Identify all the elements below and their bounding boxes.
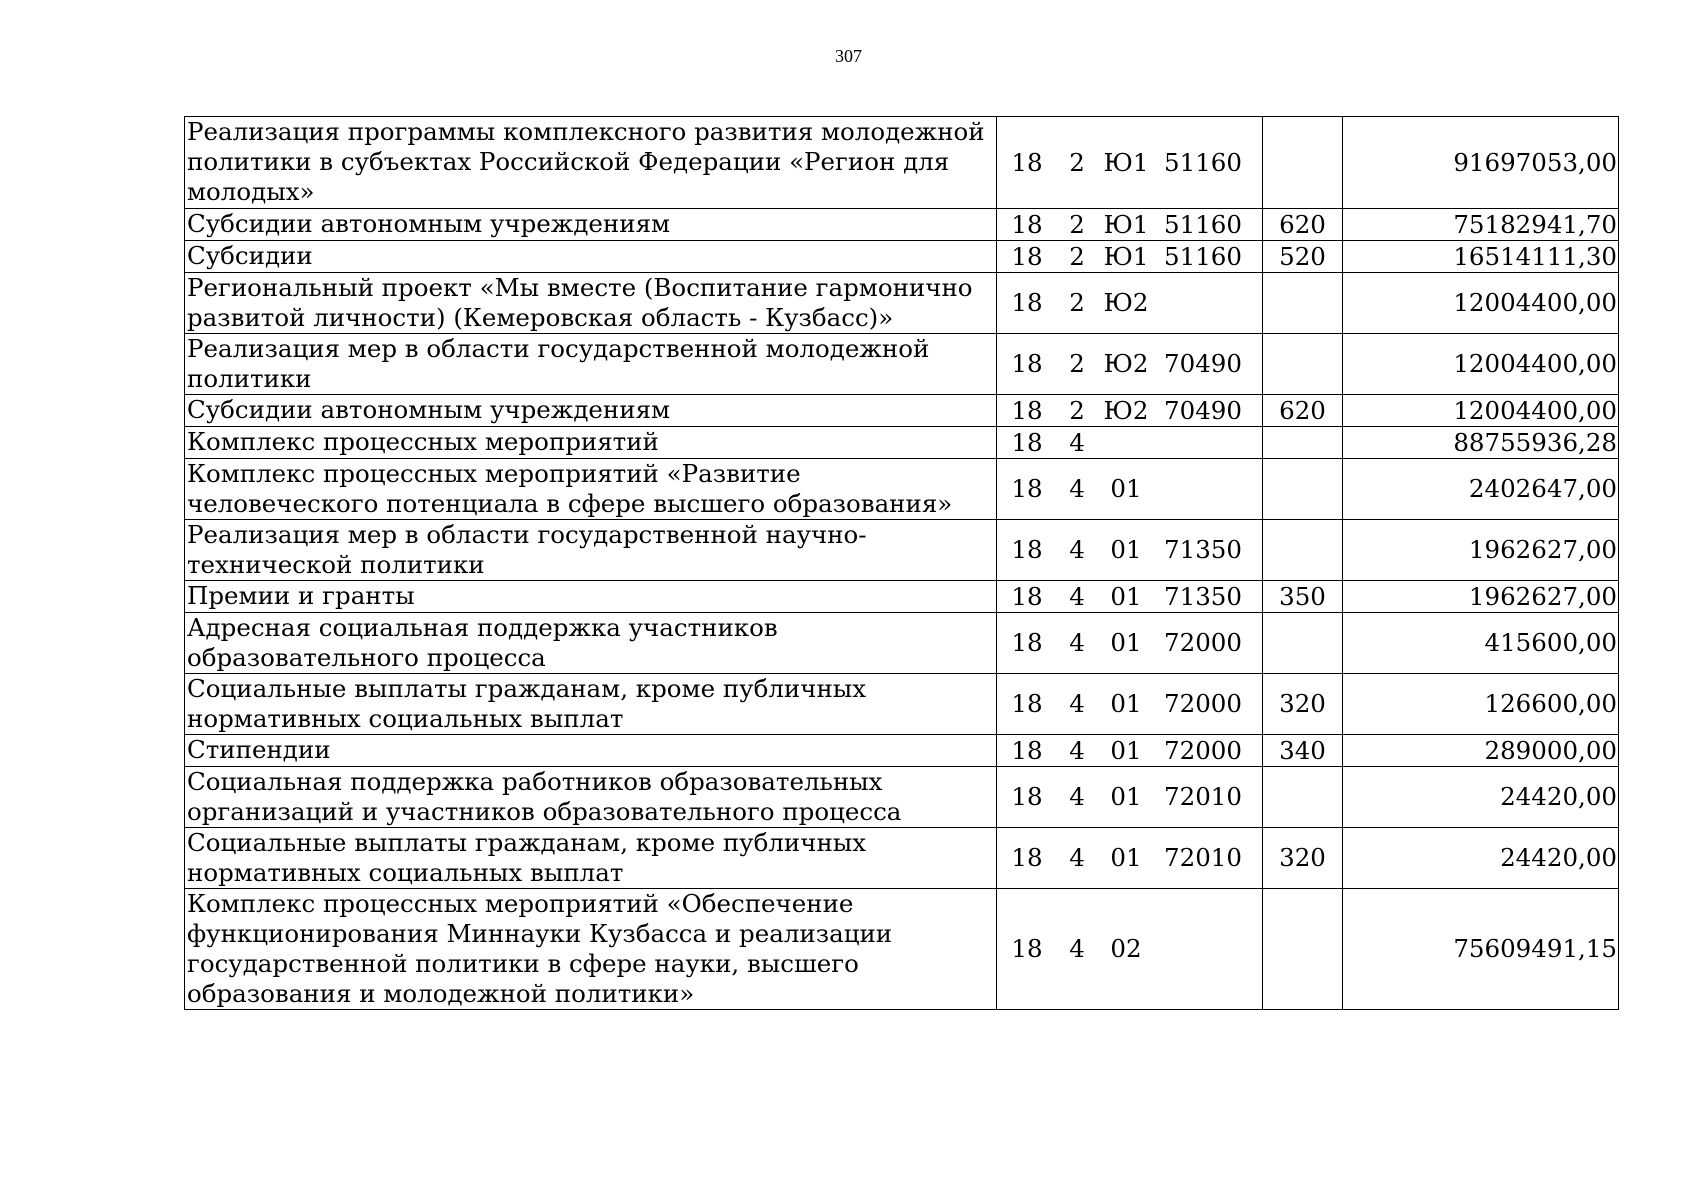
row-target-code	[997, 117, 1263, 209]
row-target-code	[997, 613, 1263, 674]
table-row	[185, 767, 1619, 828]
expense-type-code: 340	[1263, 735, 1343, 767]
row-name: Субсидии автономным учреждениям	[185, 395, 997, 427]
program-code: 18	[1011, 782, 1043, 811]
row-name: Социальные выплаты гражданам, кроме публичных нормативных социальных выплат	[185, 674, 997, 735]
subprogram-code: 2	[1069, 241, 1085, 271]
subprogram-code: 4	[1069, 934, 1085, 963]
row-amount: 24420,00	[1343, 767, 1619, 828]
event-code: 01	[1110, 581, 1142, 611]
program-code: 18	[1011, 288, 1043, 317]
event-code: 01	[1110, 843, 1142, 872]
row-name: Премии и гранты	[185, 581, 997, 613]
row-target-code	[997, 674, 1263, 735]
expense-type-code: 320	[1263, 828, 1343, 889]
subprogram-code: 4	[1069, 535, 1085, 564]
expense-type-code: 620	[1263, 395, 1343, 427]
direction-code: 72000	[1164, 735, 1242, 765]
row-target-code	[997, 581, 1263, 613]
subprogram-code: 2	[1069, 147, 1085, 177]
row-amount: 24420,00	[1343, 828, 1619, 889]
table-row	[185, 581, 1619, 613]
row-amount: 12004400,00	[1343, 395, 1619, 427]
subprogram-code: 4	[1069, 689, 1085, 718]
expense-type-code: 320	[1263, 674, 1343, 735]
row-amount: 75182941,70	[1343, 209, 1619, 241]
row-target-code	[997, 395, 1263, 427]
table-row	[185, 395, 1619, 427]
program-code: 18	[1011, 934, 1043, 963]
direction-code: 72010	[1164, 843, 1242, 872]
row-amount: 1962627,00	[1343, 520, 1619, 581]
row-amount: 16514111,30	[1343, 241, 1619, 273]
table-row	[185, 828, 1619, 889]
expense-type-code	[1263, 273, 1343, 334]
program-code: 18	[1011, 474, 1043, 503]
row-name: Социальные выплаты гражданам, кроме публичных нормативных социальных выплат	[185, 828, 997, 889]
table-row	[185, 613, 1619, 674]
direction-code: 72000	[1164, 628, 1242, 657]
program-code: 18	[1011, 147, 1043, 177]
row-target-code	[997, 334, 1263, 395]
program-code: 18	[1011, 843, 1043, 872]
direction-code: 51160	[1164, 241, 1242, 271]
row-name: Социальная поддержка работников образовательных организаций и участников образовательного процесса	[185, 767, 997, 828]
row-name: Субсидии автономным учреждениям	[185, 209, 997, 241]
event-code: 01	[1110, 689, 1142, 718]
budget-table	[184, 116, 1619, 1010]
row-target-code	[997, 241, 1263, 273]
event-code: 01	[1110, 628, 1142, 657]
direction-code: 51160	[1164, 147, 1242, 177]
row-target-code	[997, 427, 1263, 459]
event-code: 01	[1110, 474, 1142, 503]
program-code: 18	[1011, 427, 1043, 457]
row-name: Региональный проект «Мы вместе (Воспитание гармонично развитой личности) (Кемеровская область - Кузбасс)»	[185, 273, 997, 334]
program-code: 18	[1011, 689, 1043, 718]
row-target-code	[997, 828, 1263, 889]
program-code: 18	[1011, 209, 1043, 239]
direction-code: 71350	[1164, 581, 1242, 611]
row-name: Реализация мер в области государственной молодежной политики	[185, 334, 997, 395]
row-name: Комплекс процессных мероприятий	[185, 427, 997, 459]
expense-type-code: 620	[1263, 209, 1343, 241]
event-code: 01	[1110, 782, 1142, 811]
table-row	[185, 209, 1619, 241]
direction-code: 70490	[1164, 395, 1242, 425]
direction-code: 72010	[1164, 782, 1242, 811]
row-amount: 1962627,00	[1343, 581, 1619, 613]
row-target-code	[997, 459, 1263, 520]
event-code: Ю1	[1103, 209, 1149, 239]
direction-code: 51160	[1164, 209, 1242, 239]
subprogram-code: 4	[1069, 735, 1085, 765]
expense-type-code	[1263, 117, 1343, 209]
table-row	[185, 273, 1619, 334]
row-target-code	[997, 520, 1263, 581]
row-name: Субсидии	[185, 241, 997, 273]
expense-type-code: 350	[1263, 581, 1343, 613]
event-code: Ю1	[1103, 147, 1149, 177]
subprogram-code: 4	[1069, 427, 1085, 457]
subprogram-code: 2	[1069, 288, 1085, 317]
row-amount: 12004400,00	[1343, 273, 1619, 334]
program-code: 18	[1011, 395, 1043, 425]
table-row	[185, 889, 1619, 1010]
table-row	[185, 674, 1619, 735]
row-name: Реализация программы комплексного развития молодежной политики в субъектах Российской Федерации «Регион для молодых»	[185, 117, 997, 209]
row-amount: 12004400,00	[1343, 334, 1619, 395]
subprogram-code: 2	[1069, 349, 1085, 378]
expense-type-code	[1263, 613, 1343, 674]
table-row	[185, 735, 1619, 767]
subprogram-code: 2	[1069, 209, 1085, 239]
row-name: Комплекс процессных мероприятий «Развитие человеческого потенциала в сфере высшего образования»	[185, 459, 997, 520]
expense-type-code	[1263, 767, 1343, 828]
event-code: Ю2	[1103, 395, 1149, 425]
subprogram-code: 4	[1069, 843, 1085, 872]
expense-type-code	[1263, 334, 1343, 395]
program-code: 18	[1011, 735, 1043, 765]
row-target-code	[997, 889, 1263, 1010]
direction-code: 70490	[1164, 349, 1242, 378]
row-amount: 91697053,00	[1343, 117, 1619, 209]
row-amount: 289000,00	[1343, 735, 1619, 767]
row-target-code	[997, 735, 1263, 767]
row-target-code	[997, 767, 1263, 828]
row-amount: 75609491,15	[1343, 889, 1619, 1010]
program-code: 18	[1011, 535, 1043, 564]
subprogram-code: 4	[1069, 782, 1085, 811]
direction-code: 71350	[1164, 535, 1242, 564]
row-target-code	[997, 273, 1263, 334]
row-name: Стипендии	[185, 735, 997, 767]
row-amount: 126600,00	[1343, 674, 1619, 735]
direction-code: 72000	[1164, 689, 1242, 718]
subprogram-code: 4	[1069, 581, 1085, 611]
row-name: Адресная социальная поддержка участников образовательного процесса	[185, 613, 997, 674]
expense-type-code	[1263, 520, 1343, 581]
row-amount: 415600,00	[1343, 613, 1619, 674]
event-code: Ю2	[1103, 288, 1149, 317]
row-name: Реализация мер в области государственной научно-технической политики	[185, 520, 997, 581]
row-amount: 2402647,00	[1343, 459, 1619, 520]
subprogram-code: 2	[1069, 395, 1085, 425]
program-code: 18	[1011, 349, 1043, 378]
program-code: 18	[1011, 241, 1043, 271]
row-amount: 88755936,28	[1343, 427, 1619, 459]
subprogram-code: 4	[1069, 628, 1085, 657]
expense-type-code: 520	[1263, 241, 1343, 273]
program-code: 18	[1011, 581, 1043, 611]
event-code: 02	[1110, 934, 1142, 963]
table-row	[185, 459, 1619, 520]
event-code: 01	[1110, 735, 1142, 765]
subprogram-code: 4	[1069, 474, 1085, 503]
program-code: 18	[1011, 628, 1043, 657]
row-target-code	[997, 209, 1263, 241]
table-row	[185, 334, 1619, 395]
row-name: Комплекс процессных мероприятий «Обеспечение функционирования Миннауки Кузбасса и реализации государственной политики в сфере науки, высшего образования и молодежной политики»	[185, 889, 997, 1010]
table-row	[185, 117, 1619, 209]
event-code: Ю2	[1103, 349, 1149, 378]
table-row	[185, 241, 1619, 273]
event-code: Ю1	[1103, 241, 1149, 271]
expense-type-code	[1263, 427, 1343, 459]
table-row	[185, 427, 1619, 459]
event-code: 01	[1110, 535, 1142, 564]
table-row	[185, 520, 1619, 581]
expense-type-code	[1263, 459, 1343, 520]
page-number: 307	[835, 46, 862, 66]
expense-type-code	[1263, 889, 1343, 1010]
